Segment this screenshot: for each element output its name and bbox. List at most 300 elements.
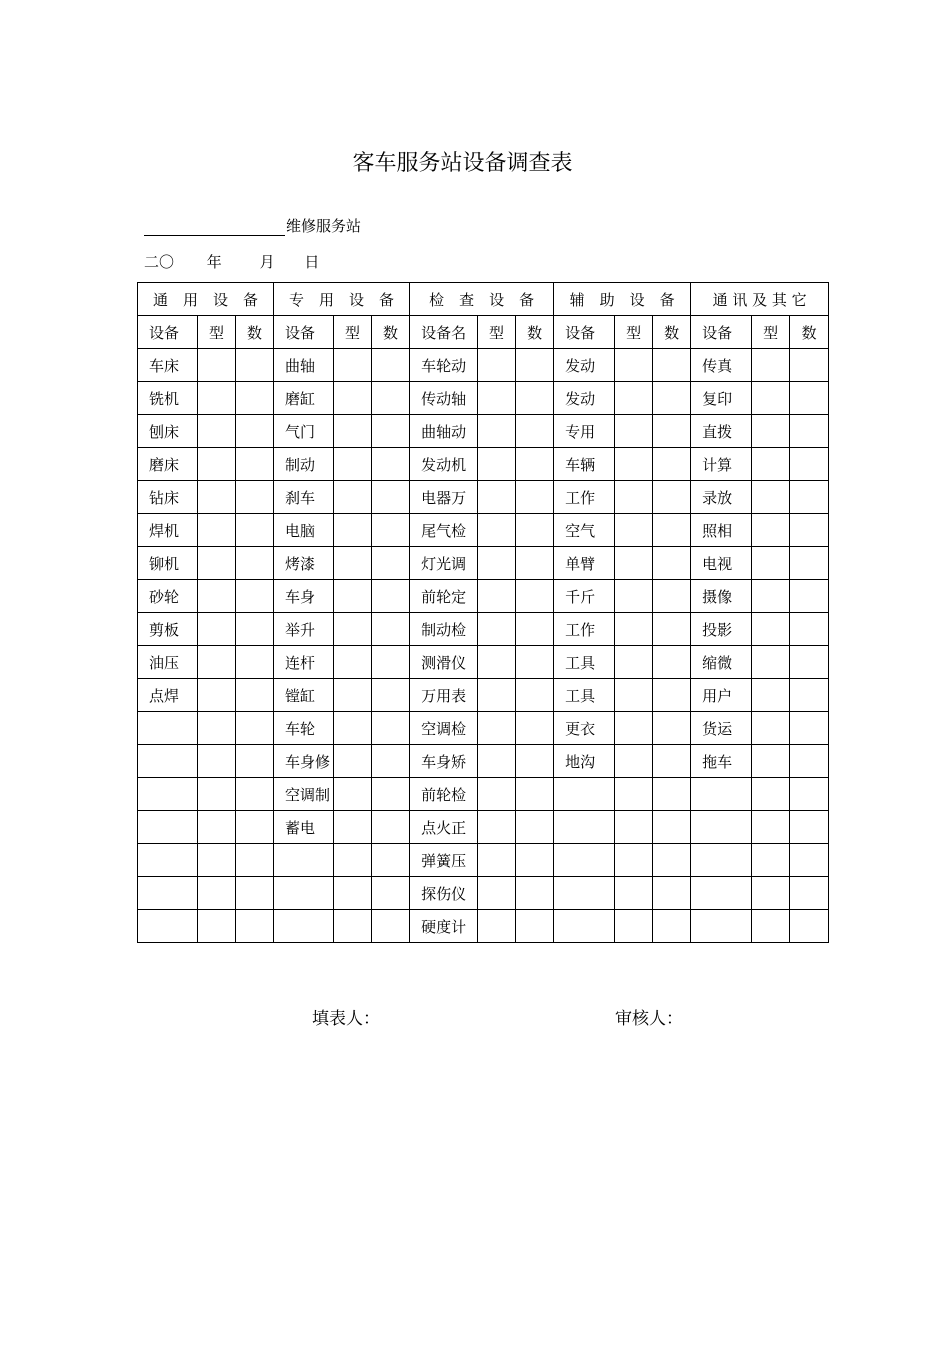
equipment-name-cell bbox=[138, 712, 198, 745]
equipment-name-cell: 测滑仪 bbox=[410, 646, 478, 679]
model-entry-cell[interactable] bbox=[198, 679, 236, 712]
date-year-label: 年 bbox=[206, 253, 222, 271]
model-entry-cell[interactable] bbox=[198, 349, 236, 382]
count-entry-cell[interactable] bbox=[653, 712, 691, 745]
count-entry-cell[interactable] bbox=[236, 382, 274, 415]
count-entry-cell[interactable] bbox=[516, 910, 554, 943]
table-row bbox=[138, 382, 829, 415]
model-entry-cell[interactable] bbox=[198, 382, 236, 415]
equipment-name-cell: 计算 bbox=[691, 448, 752, 481]
count-entry-cell[interactable] bbox=[236, 646, 274, 679]
subheader-row bbox=[138, 316, 829, 349]
subheader-special-name: 设备 bbox=[274, 316, 334, 349]
equipment-name-cell: 车身修 bbox=[274, 745, 334, 778]
equipment-name-cell bbox=[554, 877, 615, 910]
count-entry-cell[interactable] bbox=[236, 877, 274, 910]
reviewer-signature-label: 审核人： bbox=[615, 1009, 683, 1029]
count-entry-cell[interactable] bbox=[653, 745, 691, 778]
subheader-inspection-name: 设备名 bbox=[410, 316, 478, 349]
document-title: 客车服务站设备调查表 bbox=[352, 151, 573, 176]
equipment-name-cell: 车轮动 bbox=[410, 349, 478, 382]
count-entry-cell[interactable] bbox=[653, 481, 691, 514]
count-entry-cell[interactable] bbox=[653, 778, 691, 811]
group-header-communication: 通 讯 及 其 它 bbox=[691, 283, 829, 316]
equipment-name-cell: 复印 bbox=[691, 382, 752, 415]
model-entry-cell[interactable] bbox=[752, 844, 790, 877]
table-row bbox=[138, 349, 829, 382]
model-entry-cell[interactable] bbox=[334, 613, 372, 646]
table-row bbox=[138, 844, 829, 877]
table-row bbox=[138, 514, 829, 547]
model-entry-cell[interactable] bbox=[198, 778, 236, 811]
equipment-name-cell: 砂轮 bbox=[138, 580, 198, 613]
table-row bbox=[138, 745, 829, 778]
equipment-name-cell: 地沟 bbox=[554, 745, 615, 778]
equipment-name-cell bbox=[274, 877, 334, 910]
equipment-name-cell: 曲轴动 bbox=[410, 415, 478, 448]
model-entry-cell[interactable] bbox=[752, 613, 790, 646]
count-entry-cell[interactable] bbox=[236, 910, 274, 943]
equipment-name-cell: 铆机 bbox=[138, 547, 198, 580]
equipment-name-cell: 钻床 bbox=[138, 481, 198, 514]
equipment-name-cell bbox=[138, 778, 198, 811]
model-entry-cell[interactable] bbox=[615, 613, 653, 646]
count-entry-cell[interactable] bbox=[516, 580, 554, 613]
model-entry-cell[interactable] bbox=[478, 349, 516, 382]
model-entry-cell[interactable] bbox=[478, 481, 516, 514]
model-entry-cell[interactable] bbox=[752, 349, 790, 382]
table-row bbox=[138, 910, 829, 943]
count-entry-cell[interactable] bbox=[372, 349, 410, 382]
equipment-name-cell: 曲轴 bbox=[274, 349, 334, 382]
model-entry-cell[interactable] bbox=[198, 910, 236, 943]
equipment-name-cell: 空气 bbox=[554, 514, 615, 547]
model-entry-cell[interactable] bbox=[615, 745, 653, 778]
count-entry-cell[interactable] bbox=[516, 481, 554, 514]
count-entry-cell[interactable] bbox=[516, 844, 554, 877]
count-entry-cell[interactable] bbox=[653, 349, 691, 382]
equipment-name-cell: 更衣 bbox=[554, 712, 615, 745]
count-entry-cell[interactable] bbox=[236, 448, 274, 481]
model-entry-cell[interactable] bbox=[615, 712, 653, 745]
model-entry-cell[interactable] bbox=[198, 745, 236, 778]
count-entry-cell[interactable] bbox=[516, 745, 554, 778]
count-entry-cell[interactable] bbox=[653, 547, 691, 580]
model-entry-cell[interactable] bbox=[615, 580, 653, 613]
equipment-name-cell: 制动检 bbox=[410, 613, 478, 646]
count-entry-cell[interactable] bbox=[372, 382, 410, 415]
table-row bbox=[138, 712, 829, 745]
table-row bbox=[138, 811, 829, 844]
count-entry-cell[interactable] bbox=[372, 547, 410, 580]
equipment-name-cell: 车身 bbox=[274, 580, 334, 613]
count-entry-cell[interactable] bbox=[653, 382, 691, 415]
equipment-name-cell bbox=[691, 910, 752, 943]
model-entry-cell[interactable] bbox=[478, 745, 516, 778]
table-row bbox=[138, 646, 829, 679]
group-header-general: 通 用 设 备 bbox=[138, 283, 274, 316]
equipment-name-cell bbox=[554, 811, 615, 844]
equipment-name-cell bbox=[138, 844, 198, 877]
equipment-name-cell: 工作 bbox=[554, 481, 615, 514]
count-entry-cell[interactable] bbox=[790, 514, 829, 547]
equipment-name-cell bbox=[138, 877, 198, 910]
count-entry-cell[interactable] bbox=[790, 415, 829, 448]
model-entry-cell[interactable] bbox=[752, 514, 790, 547]
table-row bbox=[138, 613, 829, 646]
equipment-name-cell: 空调制 bbox=[274, 778, 334, 811]
count-entry-cell[interactable] bbox=[790, 547, 829, 580]
subheader-general-count: 数 bbox=[236, 316, 274, 349]
model-entry-cell[interactable] bbox=[334, 580, 372, 613]
equipment-name-cell: 电视 bbox=[691, 547, 752, 580]
equipment-name-cell bbox=[691, 778, 752, 811]
model-entry-cell[interactable] bbox=[334, 910, 372, 943]
count-entry-cell[interactable] bbox=[790, 910, 829, 943]
count-entry-cell[interactable] bbox=[516, 679, 554, 712]
model-entry-cell[interactable] bbox=[334, 415, 372, 448]
equipment-name-cell: 传真 bbox=[691, 349, 752, 382]
model-entry-cell[interactable] bbox=[752, 745, 790, 778]
model-entry-cell[interactable] bbox=[615, 679, 653, 712]
equipment-name-cell: 硬度计 bbox=[410, 910, 478, 943]
count-entry-cell[interactable] bbox=[372, 877, 410, 910]
model-entry-cell[interactable] bbox=[198, 481, 236, 514]
model-entry-cell[interactable] bbox=[752, 679, 790, 712]
equipment-name-cell bbox=[138, 745, 198, 778]
count-entry-cell[interactable] bbox=[516, 712, 554, 745]
equipment-name-cell: 磨缸 bbox=[274, 382, 334, 415]
count-entry-cell[interactable] bbox=[236, 349, 274, 382]
model-entry-cell[interactable] bbox=[478, 415, 516, 448]
model-entry-cell[interactable] bbox=[478, 382, 516, 415]
model-entry-cell[interactable] bbox=[334, 481, 372, 514]
model-entry-cell[interactable] bbox=[478, 811, 516, 844]
count-entry-cell[interactable] bbox=[516, 514, 554, 547]
count-entry-cell[interactable] bbox=[236, 481, 274, 514]
count-entry-cell[interactable] bbox=[653, 877, 691, 910]
count-entry-cell[interactable] bbox=[236, 613, 274, 646]
count-entry-cell[interactable] bbox=[653, 514, 691, 547]
equipment-name-cell: 缩微 bbox=[691, 646, 752, 679]
station-suffix: 维修服务站 bbox=[286, 217, 362, 235]
equipment-name-cell: 气门 bbox=[274, 415, 334, 448]
count-entry-cell[interactable] bbox=[790, 844, 829, 877]
count-entry-cell[interactable] bbox=[516, 547, 554, 580]
count-entry-cell[interactable] bbox=[790, 745, 829, 778]
count-entry-cell[interactable] bbox=[653, 448, 691, 481]
equipment-name-cell bbox=[691, 844, 752, 877]
count-entry-cell[interactable] bbox=[790, 877, 829, 910]
equipment-name-cell: 焊机 bbox=[138, 514, 198, 547]
count-entry-cell[interactable] bbox=[653, 580, 691, 613]
count-entry-cell[interactable] bbox=[372, 514, 410, 547]
count-entry-cell[interactable] bbox=[372, 613, 410, 646]
equipment-name-cell: 磨床 bbox=[138, 448, 198, 481]
subheader-communication-name: 设备 bbox=[691, 316, 752, 349]
table-row bbox=[138, 547, 829, 580]
model-entry-cell[interactable] bbox=[478, 514, 516, 547]
count-entry-cell[interactable] bbox=[236, 712, 274, 745]
model-entry-cell[interactable] bbox=[752, 547, 790, 580]
subheader-general-name: 设备 bbox=[138, 316, 198, 349]
filler-signature-label: 填表人： bbox=[312, 1009, 380, 1029]
count-entry-cell[interactable] bbox=[653, 613, 691, 646]
model-entry-cell[interactable] bbox=[615, 448, 653, 481]
equipment-name-cell: 镗缸 bbox=[274, 679, 334, 712]
station-name-blank[interactable] bbox=[144, 218, 285, 236]
count-entry-cell[interactable] bbox=[516, 448, 554, 481]
model-entry-cell[interactable] bbox=[752, 877, 790, 910]
model-entry-cell[interactable] bbox=[334, 448, 372, 481]
model-entry-cell[interactable] bbox=[615, 382, 653, 415]
model-entry-cell[interactable] bbox=[198, 514, 236, 547]
count-entry-cell[interactable] bbox=[516, 415, 554, 448]
model-entry-cell[interactable] bbox=[478, 679, 516, 712]
count-entry-cell[interactable] bbox=[516, 811, 554, 844]
equipment-name-cell: 制动 bbox=[274, 448, 334, 481]
model-entry-cell[interactable] bbox=[478, 778, 516, 811]
equipment-name-cell: 铣机 bbox=[138, 382, 198, 415]
subheader-auxiliary-model: 型 bbox=[615, 316, 653, 349]
model-entry-cell[interactable] bbox=[615, 514, 653, 547]
equipment-name-cell: 刨床 bbox=[138, 415, 198, 448]
equipment-name-cell: 拖车 bbox=[691, 745, 752, 778]
count-entry-cell[interactable] bbox=[236, 844, 274, 877]
count-entry-cell[interactable] bbox=[372, 481, 410, 514]
group-header-inspection: 检 查 设 备 bbox=[410, 283, 554, 316]
count-entry-cell[interactable] bbox=[653, 415, 691, 448]
count-entry-cell[interactable] bbox=[653, 679, 691, 712]
model-entry-cell[interactable] bbox=[334, 778, 372, 811]
model-entry-cell[interactable] bbox=[752, 712, 790, 745]
count-entry-cell[interactable] bbox=[236, 547, 274, 580]
model-entry-cell[interactable] bbox=[478, 844, 516, 877]
count-entry-cell[interactable] bbox=[236, 580, 274, 613]
model-entry-cell[interactable] bbox=[334, 811, 372, 844]
model-entry-cell[interactable] bbox=[198, 448, 236, 481]
model-entry-cell[interactable] bbox=[334, 547, 372, 580]
equipment-name-cell: 空调检 bbox=[410, 712, 478, 745]
model-entry-cell[interactable] bbox=[752, 580, 790, 613]
count-entry-cell[interactable] bbox=[790, 679, 829, 712]
count-entry-cell[interactable] bbox=[372, 778, 410, 811]
equipment-name-cell: 尾气检 bbox=[410, 514, 478, 547]
model-entry-cell[interactable] bbox=[478, 580, 516, 613]
equipment-name-cell: 车床 bbox=[138, 349, 198, 382]
count-entry-cell[interactable] bbox=[516, 613, 554, 646]
model-entry-cell[interactable] bbox=[478, 877, 516, 910]
model-entry-cell[interactable] bbox=[198, 415, 236, 448]
subheader-inspection-model: 型 bbox=[478, 316, 516, 349]
count-entry-cell[interactable] bbox=[790, 448, 829, 481]
model-entry-cell[interactable] bbox=[334, 514, 372, 547]
count-entry-cell[interactable] bbox=[372, 646, 410, 679]
equipment-name-cell: 发动 bbox=[554, 349, 615, 382]
model-entry-cell[interactable] bbox=[478, 448, 516, 481]
model-entry-cell[interactable] bbox=[198, 613, 236, 646]
count-entry-cell[interactable] bbox=[372, 811, 410, 844]
equipment-name-cell: 点焊 bbox=[138, 679, 198, 712]
model-entry-cell[interactable] bbox=[478, 712, 516, 745]
subheader-communication-model: 型 bbox=[752, 316, 790, 349]
group-header-special: 专 用 设 备 bbox=[274, 283, 410, 316]
equipment-name-cell: 用户 bbox=[691, 679, 752, 712]
count-entry-cell[interactable] bbox=[790, 382, 829, 415]
model-entry-cell[interactable] bbox=[615, 844, 653, 877]
equipment-name-cell: 传动轴 bbox=[410, 382, 478, 415]
date-prefix: 二〇 bbox=[144, 253, 175, 271]
model-entry-cell[interactable] bbox=[752, 415, 790, 448]
model-entry-cell[interactable] bbox=[198, 646, 236, 679]
count-entry-cell[interactable] bbox=[653, 910, 691, 943]
table-row bbox=[138, 481, 829, 514]
model-entry-cell[interactable] bbox=[752, 910, 790, 943]
equipment-name-cell: 单臂 bbox=[554, 547, 615, 580]
model-entry-cell[interactable] bbox=[334, 679, 372, 712]
equipment-name-cell: 电脑 bbox=[274, 514, 334, 547]
model-entry-cell[interactable] bbox=[478, 646, 516, 679]
count-entry-cell[interactable] bbox=[236, 514, 274, 547]
model-entry-cell[interactable] bbox=[615, 349, 653, 382]
model-entry-cell[interactable] bbox=[198, 580, 236, 613]
date-line bbox=[144, 251, 319, 272]
count-entry-cell[interactable] bbox=[790, 481, 829, 514]
model-entry-cell[interactable] bbox=[198, 712, 236, 745]
count-entry-cell[interactable] bbox=[790, 349, 829, 382]
equipment-name-cell: 弹簧压 bbox=[410, 844, 478, 877]
table-row bbox=[138, 415, 829, 448]
model-entry-cell[interactable] bbox=[478, 910, 516, 943]
count-entry-cell[interactable] bbox=[790, 778, 829, 811]
count-entry-cell[interactable] bbox=[653, 646, 691, 679]
equipment-name-cell: 专用 bbox=[554, 415, 615, 448]
model-entry-cell[interactable] bbox=[334, 844, 372, 877]
equipment-name-cell bbox=[138, 910, 198, 943]
count-entry-cell[interactable] bbox=[516, 349, 554, 382]
model-entry-cell[interactable] bbox=[478, 547, 516, 580]
model-entry-cell[interactable] bbox=[198, 811, 236, 844]
model-entry-cell[interactable] bbox=[752, 646, 790, 679]
model-entry-cell[interactable] bbox=[334, 349, 372, 382]
count-entry-cell[interactable] bbox=[236, 778, 274, 811]
equipment-name-cell: 车身矫 bbox=[410, 745, 478, 778]
table-row bbox=[138, 877, 829, 910]
model-entry-cell[interactable] bbox=[615, 778, 653, 811]
model-entry-cell[interactable] bbox=[615, 910, 653, 943]
equipment-name-cell: 货运 bbox=[691, 712, 752, 745]
count-entry-cell[interactable] bbox=[372, 580, 410, 613]
count-entry-cell[interactable] bbox=[790, 646, 829, 679]
model-entry-cell[interactable] bbox=[478, 613, 516, 646]
count-entry-cell[interactable] bbox=[516, 877, 554, 910]
model-entry-cell[interactable] bbox=[752, 481, 790, 514]
model-entry-cell[interactable] bbox=[615, 481, 653, 514]
count-entry-cell[interactable] bbox=[372, 745, 410, 778]
model-entry-cell[interactable] bbox=[615, 646, 653, 679]
model-entry-cell[interactable] bbox=[752, 382, 790, 415]
equipment-name-cell: 剪板 bbox=[138, 613, 198, 646]
equipment-name-cell: 连杆 bbox=[274, 646, 334, 679]
table-row bbox=[138, 778, 829, 811]
model-entry-cell[interactable] bbox=[334, 745, 372, 778]
date-month-label: 月 bbox=[259, 253, 275, 271]
count-entry-cell[interactable] bbox=[236, 415, 274, 448]
equipment-name-cell: 工具 bbox=[554, 646, 615, 679]
equipment-name-cell: 点火正 bbox=[410, 811, 478, 844]
equipment-name-cell: 蓄电 bbox=[274, 811, 334, 844]
count-entry-cell[interactable] bbox=[236, 679, 274, 712]
equipment-name-cell: 直拨 bbox=[691, 415, 752, 448]
subheader-auxiliary-name: 设备 bbox=[554, 316, 615, 349]
count-entry-cell[interactable] bbox=[372, 712, 410, 745]
table-row bbox=[138, 679, 829, 712]
model-entry-cell[interactable] bbox=[198, 547, 236, 580]
count-entry-cell[interactable] bbox=[372, 844, 410, 877]
equipment-name-cell: 车辆 bbox=[554, 448, 615, 481]
equipment-name-cell: 摄像 bbox=[691, 580, 752, 613]
count-entry-cell[interactable] bbox=[372, 910, 410, 943]
model-entry-cell[interactable] bbox=[334, 382, 372, 415]
count-entry-cell[interactable] bbox=[790, 712, 829, 745]
equipment-name-cell: 照相 bbox=[691, 514, 752, 547]
model-entry-cell[interactable] bbox=[334, 712, 372, 745]
count-entry-cell[interactable] bbox=[236, 745, 274, 778]
count-entry-cell[interactable] bbox=[236, 811, 274, 844]
count-entry-cell[interactable] bbox=[790, 811, 829, 844]
count-entry-cell[interactable] bbox=[653, 844, 691, 877]
model-entry-cell[interactable] bbox=[334, 646, 372, 679]
model-entry-cell[interactable] bbox=[615, 547, 653, 580]
model-entry-cell[interactable] bbox=[752, 811, 790, 844]
model-entry-cell[interactable] bbox=[615, 877, 653, 910]
equipment-name-cell bbox=[138, 811, 198, 844]
model-entry-cell[interactable] bbox=[615, 415, 653, 448]
model-entry-cell[interactable] bbox=[752, 448, 790, 481]
equipment-name-cell: 工具 bbox=[554, 679, 615, 712]
model-entry-cell[interactable] bbox=[752, 778, 790, 811]
equipment-name-cell bbox=[691, 877, 752, 910]
equipment-name-cell bbox=[554, 910, 615, 943]
equipment-name-cell: 灯光调 bbox=[410, 547, 478, 580]
count-entry-cell[interactable] bbox=[516, 778, 554, 811]
count-entry-cell[interactable] bbox=[790, 613, 829, 646]
equipment-name-cell: 发动机 bbox=[410, 448, 478, 481]
subheader-general-model: 型 bbox=[198, 316, 236, 349]
count-entry-cell[interactable] bbox=[372, 679, 410, 712]
count-entry-cell[interactable] bbox=[372, 415, 410, 448]
equipment-name-cell bbox=[554, 778, 615, 811]
equipment-name-cell: 千斤 bbox=[554, 580, 615, 613]
count-entry-cell[interactable] bbox=[516, 646, 554, 679]
count-entry-cell[interactable] bbox=[790, 580, 829, 613]
model-entry-cell[interactable] bbox=[198, 844, 236, 877]
equipment-name-cell: 刹车 bbox=[274, 481, 334, 514]
model-entry-cell[interactable] bbox=[334, 877, 372, 910]
count-entry-cell[interactable] bbox=[372, 448, 410, 481]
equipment-name-cell: 投影 bbox=[691, 613, 752, 646]
equipment-name-cell: 电器万 bbox=[410, 481, 478, 514]
group-header-row bbox=[138, 283, 829, 316]
equipment-name-cell: 举升 bbox=[274, 613, 334, 646]
model-entry-cell[interactable] bbox=[198, 877, 236, 910]
count-entry-cell[interactable] bbox=[516, 382, 554, 415]
equipment-name-cell bbox=[554, 844, 615, 877]
model-entry-cell[interactable] bbox=[615, 811, 653, 844]
equipment-name-cell: 发动 bbox=[554, 382, 615, 415]
subheader-special-model: 型 bbox=[334, 316, 372, 349]
count-entry-cell[interactable] bbox=[653, 811, 691, 844]
